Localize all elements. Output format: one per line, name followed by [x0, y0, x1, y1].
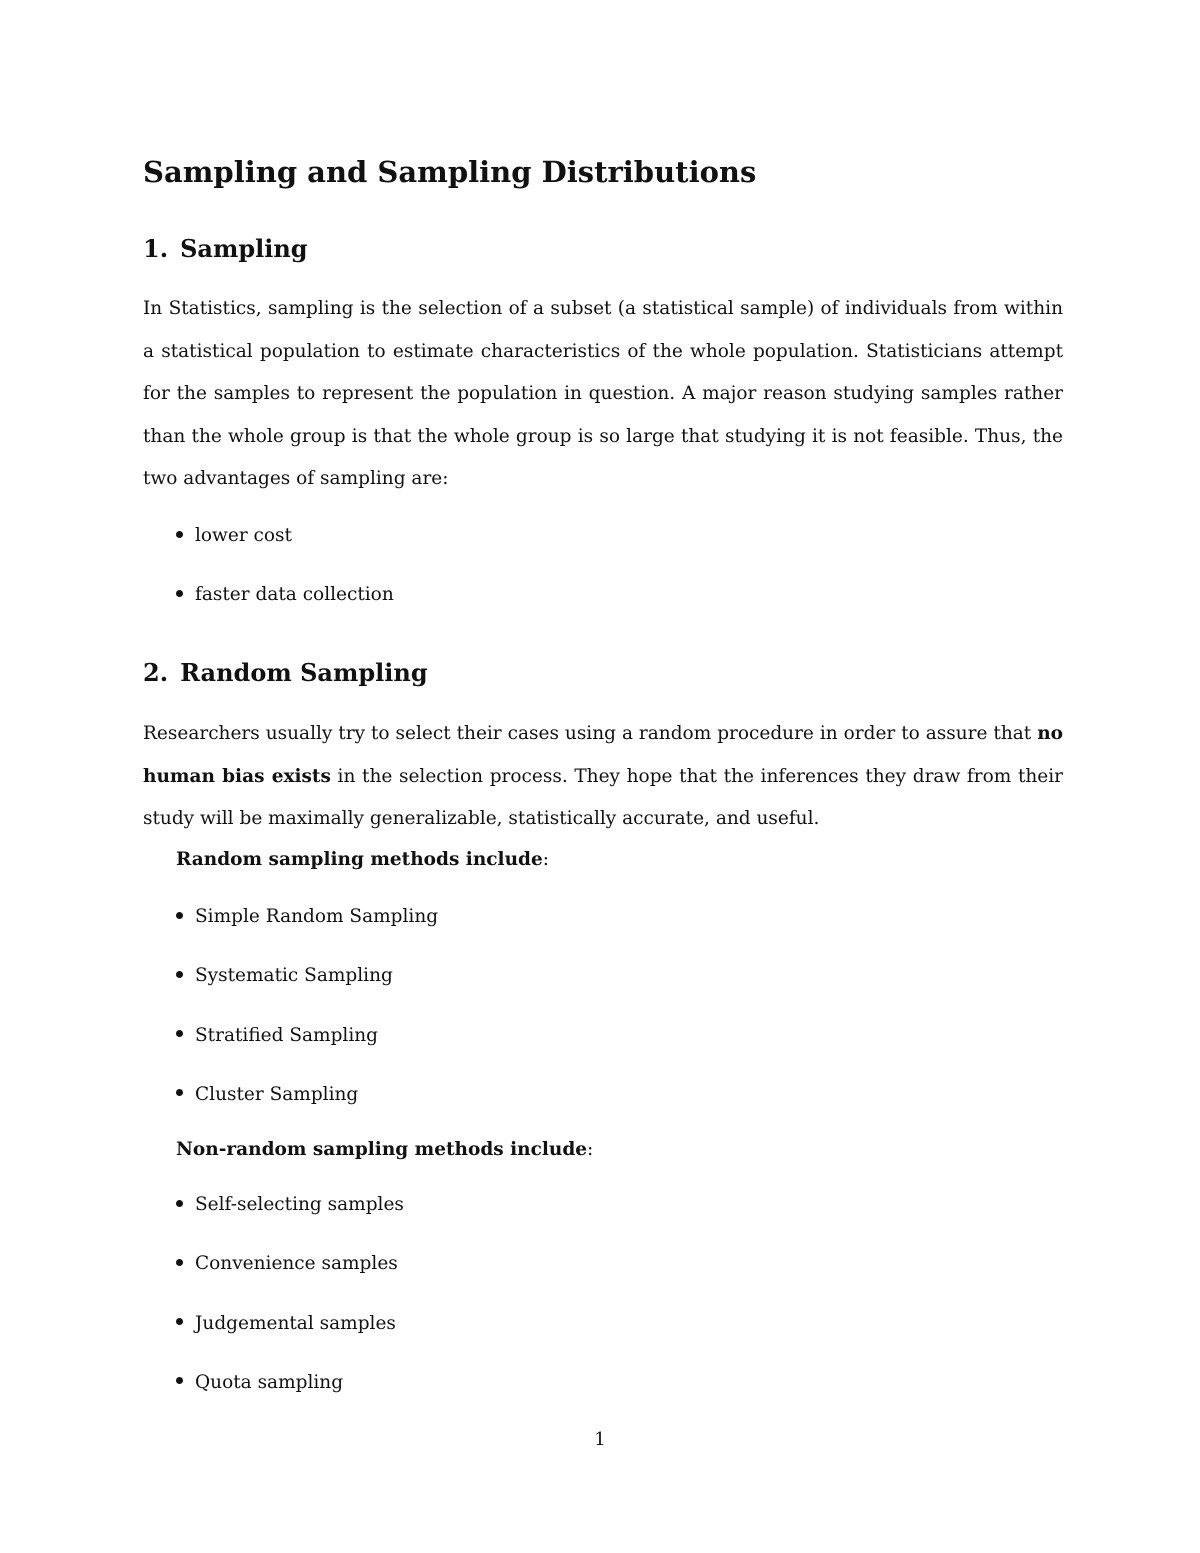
lead-bold-text: Non-random sampling methods include	[176, 1139, 588, 1160]
list-item	[176, 1249, 404, 1308]
sampling-paragraph: In Statistics, sampling is the selection of a subset (a statistical sample) of individuals from within a statistical population to estimate characteristics of the whole population. Statisticians attempt for the samples to represent the population in question. A major reason studying samples rather than the whole group is that the whole group is so large that studying it is not feasible. Thus, the two advantages of sampling are:	[143, 298, 1063, 489]
section-heading-random-sampling	[143, 657, 428, 689]
list-item-text: Convenience samples	[195, 1253, 398, 1275]
list-item-text: Systematic Sampling	[195, 965, 393, 987]
list-item	[176, 1309, 404, 1368]
list-item-text: Judgemental samples	[195, 1312, 396, 1334]
page-number: 1	[594, 1429, 606, 1450]
section-title: Sampling	[180, 234, 308, 263]
bullet-icon	[176, 1200, 183, 1207]
document-title: Sampling and Sampling Distributions	[143, 155, 757, 189]
lead-colon: :	[542, 849, 549, 870]
lead-colon: :	[587, 1139, 594, 1160]
list-item	[176, 961, 438, 1020]
section-heading-sampling	[143, 233, 308, 265]
list-item	[176, 1190, 404, 1249]
bullet-icon	[176, 971, 183, 978]
paragraph-text: Researchers usually try to select their cases using a random procedure in order to assure that	[143, 723, 1038, 744]
list-item-text: Cluster Sampling	[195, 1083, 359, 1105]
random-methods-list	[176, 902, 438, 1139]
paragraph-text: in the selection process. They hope that the inferences they draw from their study will be maximally generalizable, statistically accurate, and useful.	[143, 765, 1063, 829]
list-item-text: faster data collection	[195, 584, 394, 606]
bullet-icon	[176, 531, 183, 538]
section-number: 2.	[143, 658, 169, 687]
lead-bold-text: Random sampling methods include	[176, 849, 543, 870]
bullet-icon	[176, 912, 183, 919]
nonrandom-methods-lead	[176, 1135, 593, 1165]
section-number: 1.	[143, 234, 169, 263]
list-item-text: Stratified Sampling	[195, 1024, 379, 1046]
bullet-icon	[176, 1377, 183, 1384]
list-item	[176, 902, 438, 961]
list-item-text: Simple Random Sampling	[195, 906, 439, 927]
bullet-icon	[176, 590, 183, 597]
nonrandom-methods-list	[176, 1190, 404, 1427]
bold-phrase: no human bias exists	[143, 723, 1063, 787]
bullet-icon	[176, 1030, 183, 1037]
random-sampling-paragraph	[143, 713, 1063, 841]
list-item	[176, 1080, 438, 1139]
list-item-text: Quota sampling	[195, 1371, 344, 1393]
list-item	[176, 521, 394, 580]
list-item-text: lower cost	[195, 525, 292, 546]
bullet-icon	[176, 1089, 183, 1096]
section-title: Random Sampling	[180, 658, 428, 687]
random-methods-lead	[176, 845, 549, 875]
list-item	[176, 1021, 438, 1080]
bullet-icon	[176, 1259, 183, 1266]
list-item-text: Self-selecting samples	[195, 1194, 404, 1215]
list-item	[176, 1368, 404, 1427]
list-item	[176, 580, 394, 639]
advantages-list	[176, 521, 394, 640]
bullet-icon	[176, 1318, 183, 1325]
